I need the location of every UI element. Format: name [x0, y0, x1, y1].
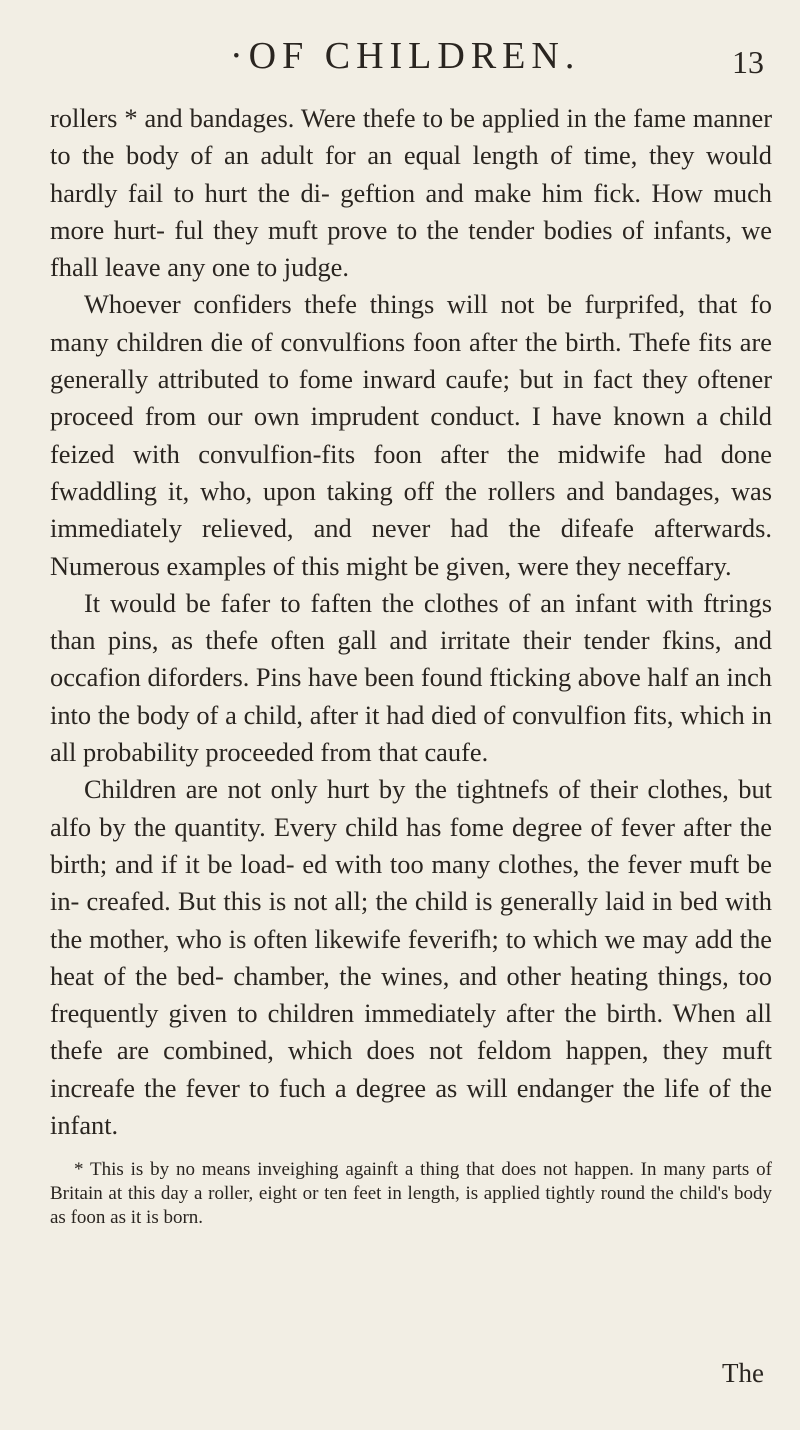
paragraph-2: Whoever confiders thefe things will not be furprifed, that fo many children die of convulfions foon after the birth. Thefe fits are generally attributed to fome inward caufe; but in fact they oftener proceed from our own imprudent conduct. I have known a child feized with convulfion-fits foon after the midwife had done fwaddling it, who, upon taking off the rollers and bandages, was immediately relieved, and never had the difeafe afterwards. Numerous examples of this might be given, were they neceffary. — [50, 289, 772, 581]
footnote — [50, 1158, 772, 1230]
running-head: ·OF CHILDREN. — [230, 35, 581, 77]
catchword: The — [722, 1358, 764, 1388]
paragraph-4: Children are not only hurt by the tightnefs of their clothes, but alfo by the quantity. Every child has fome degree of fever after the birth; and if it be load- ed with too many clothes, the fever muft be in- creafed. But this is not all; the child is generally laid in bed with the mother, who is often likewife feverifh; to which we may add the heat of the bed- chamber, the wines, and other heating things, too frequently given to children immediately after the birth. When all thefe are combined, which does not feldom happen, they muft increafe the fever to fuch a degree as will endanger the life of the infant. — [50, 774, 772, 1141]
paragraph-3: It would be fafer to faften the clothes of an infant with ftrings than pins, as thefe often gall and irritate their tender fkins, and occafion diforders. Pins have been found fticking above half an inch into the body of a child, after it had died of convulfion fits, which in all probability proceeded from that caufe. — [50, 587, 772, 768]
paragraph-1: rollers * and bandages. Were thefe to be applied in the fame manner to the body of an adult for an equal length of time, they would hardly fail to hurt the di- geftion and make him fick. How much more hurt- ful they muft prove to the tender bodies of infants, we fhall leave any one to judge. — [50, 103, 772, 283]
page-number: 13 — [732, 44, 764, 80]
body-text — [50, 100, 772, 1144]
page-header — [0, 34, 800, 84]
footnote-text: * This is by no means inveighing againft a thing that does not happen. In many parts of Britain at this day a roller, eight or ten feet in length, is applied tightly round the child's body as foon as it is born. — [50, 1159, 772, 1228]
